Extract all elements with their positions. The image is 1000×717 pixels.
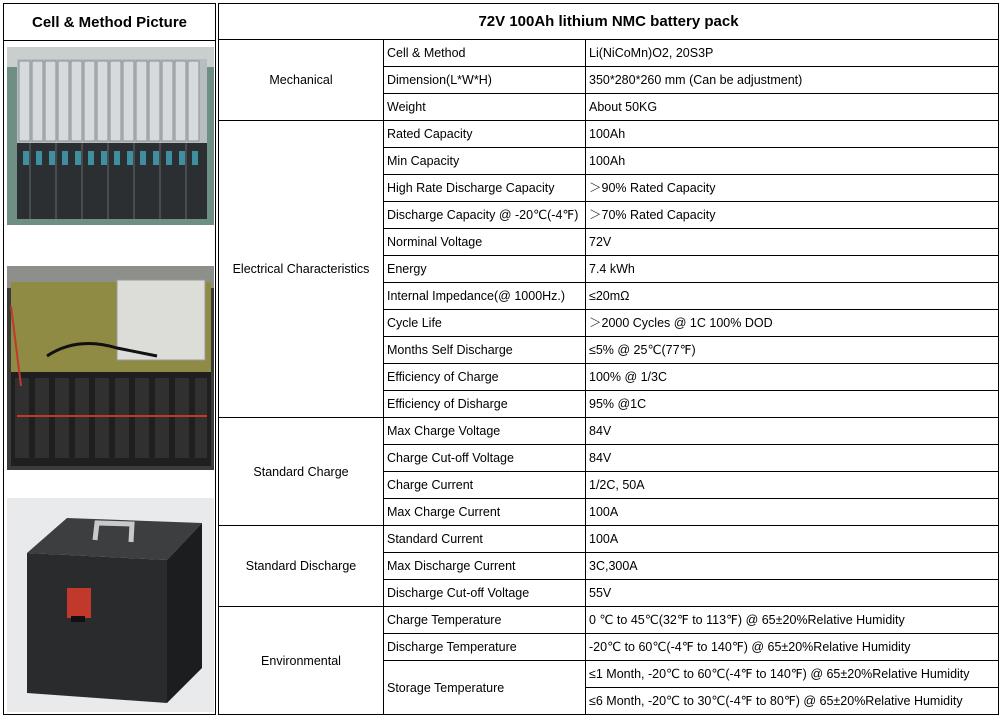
value-cell: 95% @1C — [586, 391, 999, 418]
value-cell: 100Ah — [586, 148, 999, 175]
value-cell: About 50KG — [586, 94, 999, 121]
param-cell: Weight — [384, 94, 586, 121]
value-cell: 0 ℃ to 45℃(32℉ to 113℉) @ 65±20%Relative Humidity — [586, 607, 999, 634]
param-cell: Max Charge Current — [384, 499, 586, 526]
bms-assembly-photo — [7, 266, 214, 470]
param-cell: Cell & Method — [384, 40, 586, 67]
param-cell: Charge Temperature — [384, 607, 586, 634]
param-cell: Charge Cut-off Voltage — [384, 445, 586, 472]
table-title: 72V 100Ah lithium NMC battery pack — [219, 4, 999, 40]
value-cell: ＞2000 Cycles @ 1C 100% DOD — [586, 310, 999, 337]
value-cell: 100A — [586, 499, 999, 526]
value-cell: -20℃ to 60℃(-4℉ to 140℉) @ 65±20%Relative Humidity — [586, 634, 999, 661]
value-cell: ≤1 Month, -20℃ to 60℃(-4℉ to 140℉) @ 65±20%Relative Humidity — [586, 661, 999, 688]
group-standard-charge: Standard Charge — [219, 418, 384, 526]
value-cell: 3C,300A — [586, 553, 999, 580]
value-cell: ＞90% Rated Capacity — [586, 175, 999, 202]
param-cell: Months Self Discharge — [384, 337, 586, 364]
table-row — [219, 607, 999, 634]
param-cell: Discharge Capacity @ -20℃(-4℉) — [384, 202, 586, 229]
value-cell: 55V — [586, 580, 999, 607]
battery-case-photo — [7, 498, 214, 712]
table-row — [219, 40, 999, 67]
value-cell: 100% @ 1/3C — [586, 364, 999, 391]
param-cell: Storage Temperature — [384, 661, 586, 715]
param-cell: Discharge Cut-off Voltage — [384, 580, 586, 607]
picture-column-header: Cell & Method Picture — [4, 4, 215, 41]
table-title-row — [219, 4, 999, 40]
table-row — [219, 418, 999, 445]
param-cell: Max Charge Voltage — [384, 418, 586, 445]
spec-table — [218, 3, 999, 715]
param-cell: Dimension(L*W*H) — [384, 67, 586, 94]
value-cell: ＞70% Rated Capacity — [586, 202, 999, 229]
group-electrical: Electrical Characteristics — [219, 121, 384, 418]
param-cell: Max Discharge Current — [384, 553, 586, 580]
param-cell: Discharge Temperature — [384, 634, 586, 661]
value-cell: 84V — [586, 445, 999, 472]
value-cell: Li(NiCoMn)O2, 20S3P — [586, 40, 999, 67]
value-cell: 100A — [586, 526, 999, 553]
table-row — [219, 526, 999, 553]
param-cell: Internal Impedance(@ 1000Hz.) — [384, 283, 586, 310]
cell-stack-photo — [7, 47, 214, 225]
param-cell: Efficiency of Disharge — [384, 391, 586, 418]
param-cell: Standard Current — [384, 526, 586, 553]
group-mechanical: Mechanical — [219, 40, 384, 121]
param-cell: Efficiency of Charge — [384, 364, 586, 391]
param-cell: Min Capacity — [384, 148, 586, 175]
param-cell: Rated Capacity — [384, 121, 586, 148]
value-cell: ≤20mΩ — [586, 283, 999, 310]
value-cell: 350*280*260 mm (Can be adjustment) — [586, 67, 999, 94]
param-cell: High Rate Discharge Capacity — [384, 175, 586, 202]
group-environmental: Environmental — [219, 607, 384, 715]
param-cell: Charge Current — [384, 472, 586, 499]
value-cell: 1/2C, 50A — [586, 472, 999, 499]
value-cell: ≤5% @ 25℃(77℉) — [586, 337, 999, 364]
group-standard-discharge: Standard Discharge — [219, 526, 384, 607]
table-row — [219, 121, 999, 148]
param-cell: Energy — [384, 256, 586, 283]
spec-sheet — [3, 3, 998, 715]
picture-column — [3, 3, 216, 715]
value-cell: 72V — [586, 229, 999, 256]
value-cell: 84V — [586, 418, 999, 445]
value-cell: ≤6 Month, -20℃ to 30℃(-4℉ to 80℉) @ 65±20%Relative Humidity — [586, 688, 999, 715]
param-cell: Cycle Life — [384, 310, 586, 337]
param-cell: Norminal Voltage — [384, 229, 586, 256]
value-cell: 100Ah — [586, 121, 999, 148]
value-cell: 7.4 kWh — [586, 256, 999, 283]
